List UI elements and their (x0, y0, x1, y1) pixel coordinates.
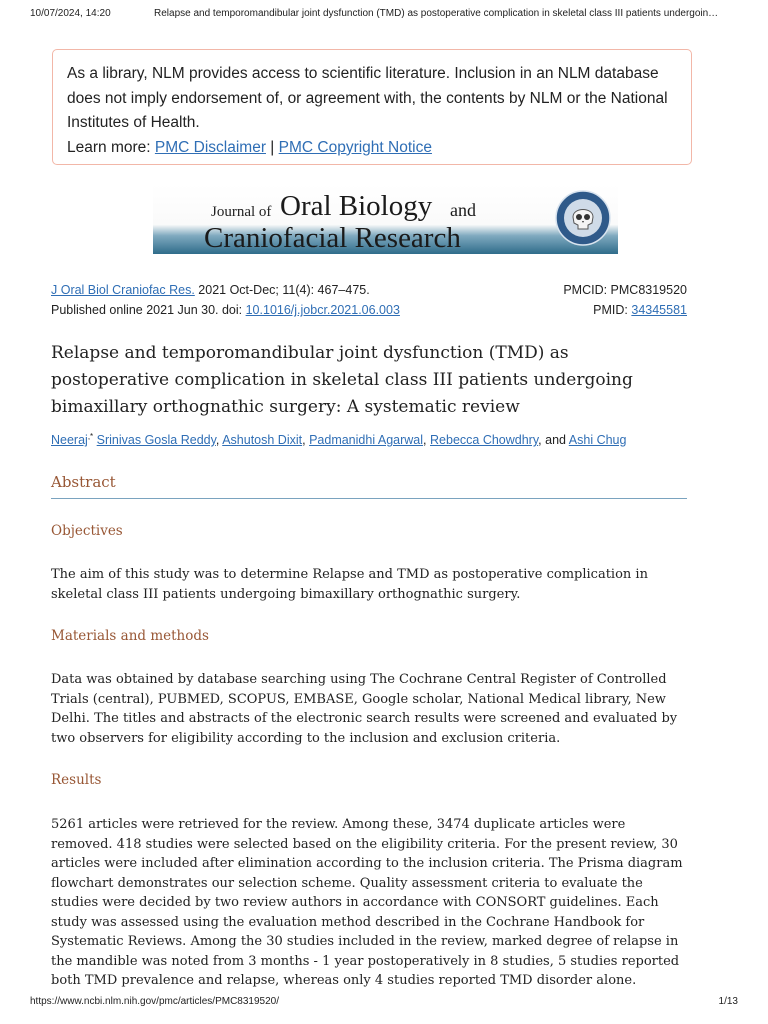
banner-line2: Craniofacial Research (204, 222, 461, 254)
author-separator: , (302, 433, 306, 448)
pmcid: PMCID: PMC8319520 (563, 283, 687, 297)
citation-line-2 (51, 303, 400, 317)
banner-journal-of: Journal of (211, 204, 272, 220)
author-link[interactable]: Ashi Chug (568, 433, 627, 448)
author-separator: , (423, 433, 427, 448)
citation-issue: 2021 Oct-Dec; 11(4): 467–475. (198, 283, 370, 297)
author-link[interactable]: Srinivas Gosla Reddy (96, 433, 216, 448)
abstract-heading: Abstract (51, 473, 687, 499)
notice-separator: | (270, 138, 275, 156)
pmc-disclaimer-link[interactable]: PMC Disclaimer (154, 138, 266, 156)
nlm-notice-box (52, 49, 692, 165)
methods-heading: Materials and methods (51, 628, 209, 644)
author-link[interactable]: Padmanidhi Agarwal (309, 433, 424, 448)
print-datetime: 10/07/2024, 14:20 (30, 8, 111, 19)
pmid (593, 303, 687, 317)
methods-text: Data was obtained by database searching using The Cochrane Central Register of Controlled Trials (central), PUBMED, SCOPUS, EMBASE, Google scholar, National Medical library, New Delhi. The titles and abstracts of the electronic search results were screened and evaluated by two observers for eligibility according to the inclusion and exclusion criteria. (51, 672, 678, 746)
banner-line1: Oral Biology (280, 190, 433, 222)
results-text: 5261 articles were retrieved for the review. Among these, 3474 duplicate articles were removed. 418 studies were selected based on the eligibility criteria. For the present review, 30 articles were included after elimination according to the inclusion criteria. The Prisma diagram flowchart demonstrates our selection scheme. Quality assessment criteria to evaluate the studies were decided by two review authors in accordance with CONSORT guidelines. Each study was assessed using the evaluation method described in the Cochrane Handbook for Systematic Reviews. Among the 30 studies included in the review, marked degree of relapse in the mandible was noted from 3 months - 1 year postoperatively in 8 studies, 5 studies reported both TMD prevalence and relapse, whereas only 4 studies reported TMD disorder alone. (51, 817, 683, 988)
author-list (51, 432, 711, 447)
author-and: , and (538, 433, 566, 448)
results-heading: Results (51, 772, 102, 788)
objectives-heading: Objectives (51, 523, 123, 539)
author-link[interactable]: Ashutosh Dixit (222, 433, 303, 448)
corresponding-author-mark: ,* (87, 432, 94, 441)
notice-text: As a library, NLM provides access to scientific literature. Inclusion in an NLM database does not imply endorsement of, or agreement with, the contents by NLM or the National Institutes of Health. (67, 65, 668, 131)
article-title: Relapse and temporomandibular joint dysfunction (TMD) as postoperative complication in skeletal class III patients undergoing bimaxillary orthognathic surgery: A systematic review (51, 343, 633, 417)
author-link[interactable]: Neeraj (51, 433, 88, 448)
learn-more-label: Learn more: (67, 138, 151, 156)
banner-and: and (450, 200, 476, 220)
pmid-label: PMID: (593, 303, 628, 317)
published-online: Published online 2021 Jun 30. doi: (51, 303, 243, 317)
citation-line-1 (51, 283, 370, 297)
pmc-copyright-link[interactable]: PMC Copyright Notice (278, 138, 432, 156)
author-link[interactable]: Rebecca Chowdhry (430, 433, 539, 448)
craniofacial-research-foundation-seal-icon (555, 190, 611, 246)
journal-banner[interactable] (153, 184, 618, 254)
print-page-number: 1/13 (718, 996, 738, 1007)
author-separator: , (215, 433, 220, 448)
print-page-title: Relapse and temporomandibular joint dysfunction (TMD) as postoperative complication in skeletal class III patients undergoin… (154, 8, 719, 19)
print-url: https://www.ncbi.nlm.nih.gov/pmc/articles/PMC8319520/ (30, 996, 279, 1007)
pmid-link[interactable]: 34345581 (631, 303, 687, 317)
doi-link[interactable]: 10.1016/j.jobcr.2021.06.003 (245, 303, 400, 317)
objectives-text: The aim of this study was to determine Relapse and TMD as postoperative complication in skeletal class III patients undergoing bimaxillary orthognathic surgery. (51, 567, 648, 602)
journal-link[interactable]: J Oral Biol Craniofac Res. (51, 283, 195, 297)
